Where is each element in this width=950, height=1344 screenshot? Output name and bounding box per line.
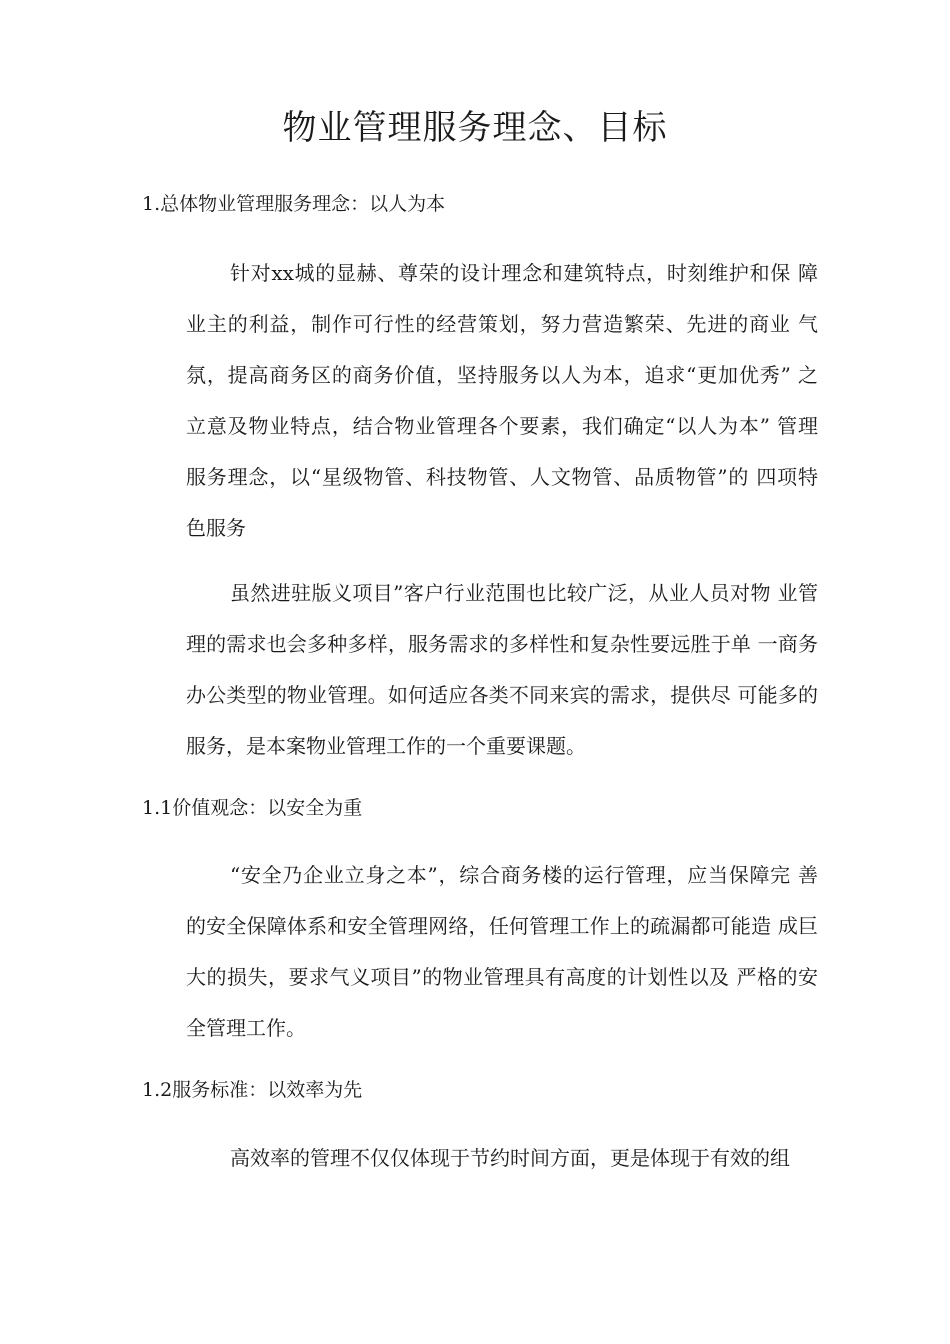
paragraph-line: 业主的利益，制作可行性的经营策划，努力营造繁荣、先进的商业 气 — [186, 312, 818, 336]
paragraph-line: 高效率的管理不仅仅体现于节约时间方面，更是体现于有效的组 — [230, 1146, 790, 1170]
paragraph-line: 办公类型的物业管理。如何适应各类不同来宾的需求，提供尽 可能多的 — [186, 683, 818, 707]
paragraph-3 — [142, 850, 818, 1054]
paragraph-line: 立意及物业特点，结合物业管理各个要素，我们确定“以人为本” 管理 — [186, 414, 818, 438]
paragraph-line: 全管理工作。 — [186, 1016, 306, 1040]
paragraph-line: 虽然进驻版义项目”客户行业范围也比较广泛，从业人员对物 业管 — [230, 581, 818, 605]
section-heading-1: 1.总体物业管理服务理念：以人为本 — [142, 193, 446, 215]
paragraph-2 — [142, 568, 818, 772]
paragraph-line: “安全乃企业立身之本”，综合商务楼的运行管理，应当保障完 善 — [230, 863, 818, 887]
document-title: 物业管理服务理念、目标 — [282, 108, 668, 148]
paragraph-line: 服务，是本案物业管理工作的一个重要课题。 — [186, 734, 586, 758]
paragraph-line: 理的需求也会多种多样，服务需求的多样性和复杂性要远胜于单 一商务 — [186, 632, 818, 656]
paragraph-line: 服务理念，以“星级物管、科技物管、人文物管、品质物管”的 四项特 — [186, 465, 818, 489]
paragraph-line: 的安全保障体系和安全管理网络，任何管理工作上的疏漏都可能造 成巨 — [186, 914, 818, 938]
paragraph-1 — [142, 248, 818, 554]
paragraph-line: 氛，提高商务区的商务价值，坚持服务以人为本，追求“更加优秀” 之 — [186, 363, 818, 387]
paragraph-line: 针对xx城的显赫、尊荣的设计理念和建筑特点，时刻维护和保 障 — [230, 261, 818, 285]
section-heading-1-2: 1.2服务标准：以效率为先 — [142, 1079, 363, 1101]
paragraph-line: 色服务 — [186, 516, 246, 540]
section-heading-1-1: 1.1价值观念：以安全为重 — [142, 797, 363, 819]
paragraph-4 — [142, 1133, 818, 1184]
paragraph-line: 大的损失，要求气义项目”的物业管理具有高度的计划性以及 严格的安 — [186, 965, 818, 989]
